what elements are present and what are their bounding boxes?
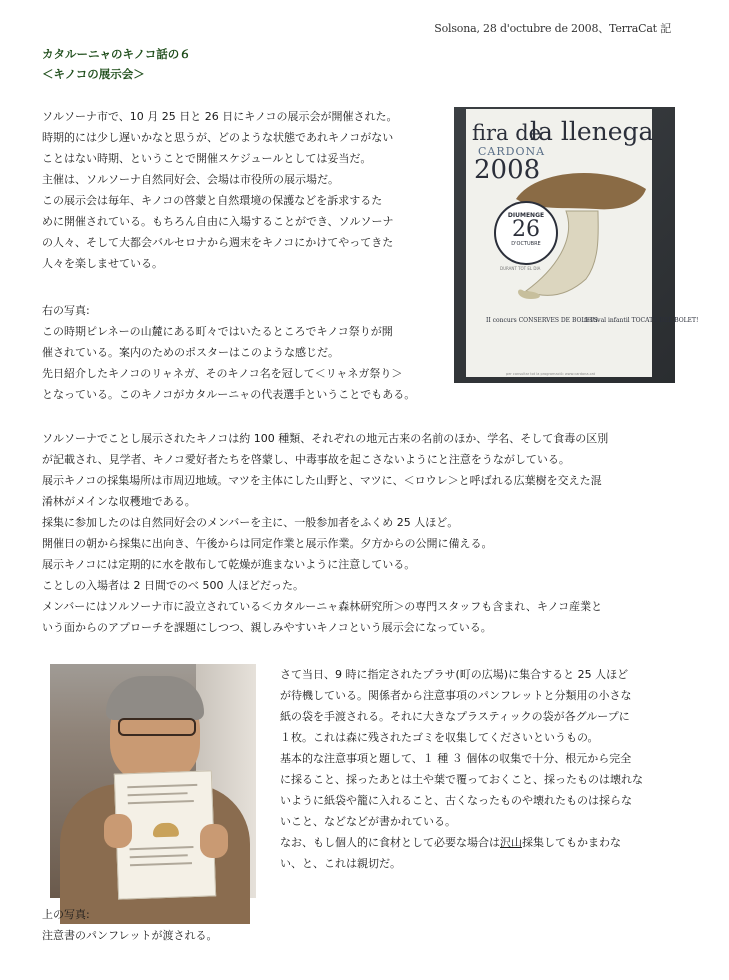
pamphlet-line xyxy=(127,784,197,788)
text-line: 採集に参加したのは自然同好会のメンバーを主に、一般参加者をふくめ 25 人ほど。 xyxy=(42,516,459,529)
date-badge xyxy=(494,201,558,265)
intro-paragraph xyxy=(42,106,397,274)
text-line: 人々を楽しませている。 xyxy=(42,257,163,270)
poster-item-2: festival infantil TOCATS DEL BOLET! xyxy=(584,317,699,324)
pamphlet-line xyxy=(129,846,193,850)
text-segment: 採集してもかまわな xyxy=(522,836,621,849)
photo-glasses xyxy=(118,718,196,736)
text-line: めに開催されている。もちろん自由に入場することができ、ソルソーナ xyxy=(42,215,394,228)
festival-poster-image xyxy=(454,107,699,383)
text-line: ことはない時期、ということで開催スケジュールとしては妥当だ。 xyxy=(42,152,372,165)
poster-footer: per consultar tot la programació: www.cardona.cat xyxy=(506,372,596,376)
text-line: いこと、などなどが書かれている。 xyxy=(280,815,456,828)
text-line: の人々、そして大都会バルセロナから週末をキノコにかけてやってきた xyxy=(42,236,394,249)
text-line: に採ること、採ったあとは土や葉で覆っておくこと、採ったものは壊れな xyxy=(280,773,643,786)
text-line: さて当日、9 時に指定されたプラサ(町の広場)に集合すると 25 人ほど xyxy=(280,668,629,681)
poster-place: CARDONA xyxy=(478,145,546,158)
pamphlet-line xyxy=(130,862,192,866)
text-line: 右の写真: xyxy=(42,304,90,317)
text-line: 展示キノコには定期的に水を散布して乾燥が進まないように注意している。 xyxy=(42,558,416,571)
poster-note: DURANT TOT EL DIA xyxy=(500,266,541,271)
article-title xyxy=(42,44,191,84)
poster-caption xyxy=(42,300,415,405)
text-line: 基本的な注意事項と題して、１ 種 ３ 個体の収集で十分、根元から完全 xyxy=(280,752,632,765)
text-line: 時期的には少し遅いかなと思うが、どのような状態であれキノコがない xyxy=(42,131,394,144)
text-line: ソルソーナでことし展示されたキノコは約 100 種類、それぞれの地元古来の名前のほか、学名、そして食毒の区別 xyxy=(42,432,609,445)
text-line: 上の写真: xyxy=(42,908,90,921)
pamphlet-line xyxy=(128,800,194,804)
main-paragraph xyxy=(42,428,608,638)
badge-month: D'OCTUBRE xyxy=(511,241,541,247)
text-line: い、と、これは親切だ。 xyxy=(280,857,401,870)
pamphlet-photo xyxy=(50,664,256,898)
photo-hair xyxy=(106,676,204,720)
text-line: 先日紹介したキノコのリャネガ、そのキノコ名を冠して＜リャネガ祭り＞ xyxy=(42,367,403,380)
text-line: いう面からのアプローチを課題にしつつ、親しみやすいキノコという展示会になっている。 xyxy=(42,621,492,634)
text-line: ことしの入場者は 2 日間でのべ 500 人ほどだった。 xyxy=(42,579,304,592)
pamphlet-line xyxy=(130,854,188,858)
text-line: が待機している。関係者から注意事項のパンフレットと分類用の小さな xyxy=(280,689,632,702)
text-line: 展示キノコの採集場所は市周辺地域。マツを主体にした山野と、マツに、＜ロウレ＞と呼ばれる広葉樹を交えた混 xyxy=(42,474,602,487)
poster-sheet xyxy=(466,109,699,377)
photo-caption xyxy=(42,904,217,946)
text-line: メンバーにはソルソーナ市に設立されている＜カタルーニャ森林研究所＞の専門スタッフも含まれ、キノコ産業と xyxy=(42,600,603,613)
text-line xyxy=(280,832,643,853)
poster-title-b: la llenega xyxy=(530,117,654,146)
text-line: 紙の袋を手渡される。それに大きなプラスティックの袋が各グループに xyxy=(280,710,630,723)
badge-day: DIUMENGE xyxy=(507,212,545,219)
underlined-word: 沢山 xyxy=(500,836,522,849)
text-line: が記載され、見学者、キノコ愛好者たちを啓蒙し、中毒事故を起こさないようにと注意をうながしている。 xyxy=(42,453,570,466)
text-line: となっている。このキノコがカタルーニャの代表選手ということでもある。 xyxy=(42,388,416,401)
text-line: 注意書のパンフレットが渡される。 xyxy=(42,929,218,942)
title-line-2: ＜キノコの展示会＞ xyxy=(42,67,145,81)
right-paragraph xyxy=(280,664,643,874)
text-line: １枚。これは森に残されたゴミを収集してくださいというもの。 xyxy=(280,731,599,744)
text-line: 淆林がメインな収穫地である。 xyxy=(42,495,196,508)
text-line: 開催日の朝から採集に出向き、午後からは同定作業と展示作業。夕方からの公開に備える。 xyxy=(42,537,493,550)
text-line: この時期ピレネーの山麓にある町々ではいたるところでキノコ祭りが開 xyxy=(42,325,393,338)
text-line: この展示会は毎年、キノコの啓蒙と自然環境の保護などを訴求するた xyxy=(42,194,383,207)
text-line: ソルソーナ市で、10 月 25 日と 26 日にキノコの展示会が開催された。 xyxy=(42,110,398,123)
photo-hand-left xyxy=(104,814,132,848)
photo-hand-right xyxy=(200,824,228,858)
text-line: いように紙袋や籠に入れること、古くなったものや壊れたものは採らな xyxy=(280,794,632,807)
poster-item-1: II concurs CONSERVES DE BOLETS xyxy=(486,317,598,324)
title-line-1: カタルーニャのキノコ話の６ xyxy=(42,47,191,61)
mushroom-icon xyxy=(153,823,179,838)
pamphlet-line xyxy=(128,792,188,796)
poster-title-a: fira de xyxy=(472,121,542,145)
badge-number: 26 xyxy=(512,217,540,242)
poster-year: 2008 xyxy=(474,155,541,185)
text-line: 主催は、ソルソーナ自然同好会、会場は市役所の展示場だ。 xyxy=(42,173,339,186)
byline: Solsona, 28 d'octubre de 2008、TerraCat 記 xyxy=(434,22,671,35)
text-line: 催されている。案内のためのポスターはこのような感じだ。 xyxy=(42,346,339,359)
text-segment: なお、もし個人的に食材として必要な場合は xyxy=(280,836,500,849)
